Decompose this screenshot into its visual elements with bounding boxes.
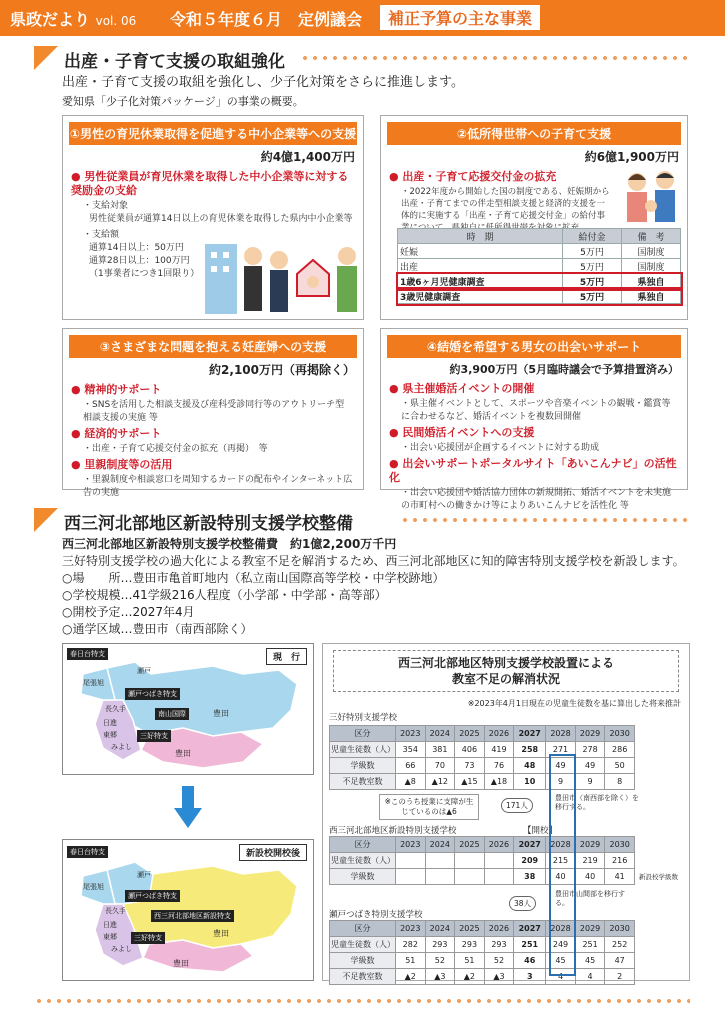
section1-lead: 出産・子育て支援の取組を強化し、少子化対策をさらに推進します。 bbox=[62, 75, 464, 90]
box-pregnant-support: ③さまざまな問題を抱える妊産婦への支援 約2,100万円（再掲除く） ● 精神的サポート ・SNSを活用した相談支援及び産科受診同行等のアウトリーチ型相談支援の実施 等 ● 経済的サポート ・出産・子育て応援交付金の拡充（再掲） 等 ● 里親制度等の活用 ・里親制度や相談窓口を周知するカードの配布やインターネット広告の実施 bbox=[62, 328, 364, 490]
office-workers-illustration bbox=[201, 234, 361, 316]
school-cost: 西三河北部地区新設特別支援学校整備費 約1億2,200万千円 bbox=[62, 537, 397, 551]
issue-title: 令和５年度６月 定例議会 bbox=[170, 10, 363, 29]
section1-sub: 愛知県「少子化対策パッケージ」の事業の概要。 bbox=[62, 95, 304, 108]
box-low-income-support: ②低所得世帯への子育て支援 約6億1,900万円 ● 出産・子育て応援交付金の拡充 ・2022年度から開始した国の制度である、妊娠期から出産・子育てまでの伴走型相談支援と経済的支援を一体的に実施する「出産・子育て応援交付金」の給付事 時 期 給付金 備 考 妊娠 5万円 国制度 出産 5万円 国制度 1歳6ヶ月児健康調査 5万円 県独自 3歳児健康調査 5万円 県独自 bbox=[380, 115, 688, 320]
issue-highlight: 補正予算の主な事業 bbox=[380, 5, 540, 30]
box-marriage-support: ④結婚を希望する男女の出会いサポート 約3,900万円（5月臨時議会で予算措置済み） ● 県主催婚活イベントの開催 ・県主催イベントとして、スポーツや音楽イベントの観戦・鑑賞等に合わせるなど、婚活イベントを複数回開催 ● 民間婚活イベントへの支援 ・出会い応援団が企画するイベントに対する助成 ● 出会いサポートポータルサイト「あいこんナビ」の活性化 ・出会い応援団や婚活協力団体の新規開拓、婚活イベントを未実施の市町村への働きかけ等によりあいこんナビを活性化 等 bbox=[380, 328, 688, 490]
page-header bbox=[0, 0, 725, 36]
benefit-table: 時 期 給付金 備 考 妊娠 5万円 国制度 出産 5万円 国制度 1歳6ヶ月児健康調査 5万円 県独自 3歳児健康調査 5万円 県独自 bbox=[397, 228, 681, 304]
box-paternity-leave: ①男性の育児休業取得を促進する中小企業等への支援 約4億1,400万円 ● 男性従業員が育児休業を取得した中小企業等に対する奨励金の支給 ・支給対象 男性従業員が通算14日以上の育児休業を取得した県内中小企業等 ・支給額 通算14日以上：50万円 通算28日以上：100万円 （1事業者につき1回限り） bbox=[62, 115, 364, 320]
new-school-table: 区分 2023 2024 2025 2026 2027 2028 2029 2030 児童生徒数（人） 209 215 219 216 学級数 38 40 40 41 bbox=[329, 836, 635, 885]
classroom-status-panel: 西三河北部地区特別支援学校設置による 教室不足の解消状況 ※2023年4月1日現在の児童生徒数を基に算出した将来推計 三好特別支援学校 区分 2023 2024 2025 2026 2027 2028 2029 2030 児童生徒数（人） 354 381 406 419 258 271 278 286 学級数 66 70 73 76 48 49 49 50 不足教室数 ▲8 ▲12 ▲15 ▲18 10 9 9 8 ※このうち授業に支障が生じているのは▲6 171人 豊田市（南西部を除く）を移行する。 西三河北部地区新設特別支援学校 【開校】 区分 2023 2024 2025 2026 2027 2028 2029 2030 児童生徒数（人） 209 215 219 216 学級数 38 40 40 41 新設校学級数 38人 豊田市山間部を移行する。 瀬戸つばき特別支援学校 区分 2023 2024 2025 2026 2027 2028 2029 2030 児童生徒数（人） 282 293 293 293 251 249 251 252 学級数 51 52 51 52 46 45 45 47 不足教室数 ▲2 ▲3 ▲2 ▲3 3 4 4 2 bbox=[322, 643, 690, 981]
down-arrow-icon bbox=[174, 786, 202, 830]
miyoshi-table: 区分 2023 2024 2025 2026 2027 2028 2029 2030 児童生徒数（人） 354 381 406 419 258 271 278 286 学級数 66 70 73 76 48 49 49 50 不足教室数 ▲8 ▲12 ▲15 ▲18 10 9 9 8 bbox=[329, 725, 635, 790]
school-desc: 三好特別支援学校の過大化による教室不足を解消するため、西三河北部地区に知的障害特別支援学校を新設します。 bbox=[62, 554, 685, 568]
map-current: 現 行 春日台特支 瀬戸 尾張旭 瀬戸つばき特支 長久手 日進 東郷 みよし 南山国際 三好特支 豊田 豊田 bbox=[62, 643, 314, 775]
seto-tsubaki-table: 区分 2023 2024 2025 2026 2027 2028 2029 2030 児童生徒数（人） 282 293 293 293 251 249 251 252 学級数 51 52 51 52 46 45 45 47 不足教室数 ▲2 ▲3 ▲2 ▲3 3 4 4 2 bbox=[329, 920, 635, 985]
family-illustration bbox=[621, 166, 683, 226]
series-title: 県政だより vol. 06 bbox=[10, 10, 137, 29]
map-new: 新設校開校後 春日台特支 瀬戸 尾張旭 瀬戸つばき特支 長久手 日進 東郷 みよし 西三河北部地区新設特支 三好特支 豊田 豊田 bbox=[62, 839, 314, 981]
